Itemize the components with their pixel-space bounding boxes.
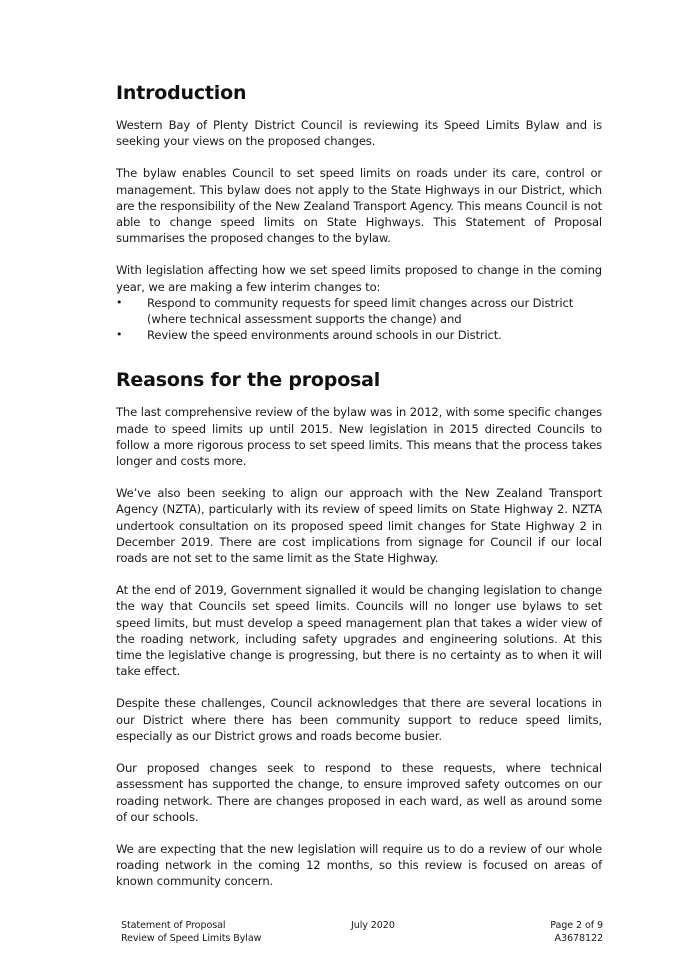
footer-document-title: Review of Speed Limits Bylaw [121, 933, 262, 944]
bullet-icon: • [116, 295, 123, 309]
footer-reference-number: A3678122 [554, 933, 603, 944]
footer-right [550, 919, 603, 945]
footer-date: July 2020 [351, 920, 395, 931]
reasons-paragraph-5: Our proposed changes seek to respond to these requests, where technical assessment has supported the change, to ensure improved safety outcomes on our roading network. There are changes proposed in each ward, as well as around some of our schools. [116, 761, 602, 824]
reasons-paragraph-3: At the end of 2019, Government signalled it would be changing legislation to change the way that Councils set speed limits. Councils will no longer use bylaws to set speed limits, but must develop a speed management plan that takes a wider view of the roading network, including safety upgrades and engineering solutions. At this time the legislative change is progressing, but there is no certainty as to when it will take effect. [116, 583, 602, 679]
intro-paragraph-3: With legislation affecting how we set speed limits proposed to change in the coming year, we are making a few interim changes to: [116, 263, 602, 294]
list-item-text: Review the speed environments around schools in our District. [147, 328, 502, 343]
reasons-paragraph-2: We’ve also been seeking to align our approach with the New Zealand Transport Agency (NZTA), particularly with its review of speed limits on State Highway 2. NZTA undertook consultation on its proposed speed limit changes for State Highway 2 in December 2019. There are cost implications from signage for Council if our local roads are not set to the same limit as the State Highway. [116, 486, 602, 566]
footer-left [121, 919, 261, 945]
bullet-icon: • [116, 328, 123, 342]
reasons-paragraph-4: Despite these challenges, Council acknowledges that there are several locations in our District where there has been community support to reduce speed limits, especially as our District grows and roads become busier. [116, 696, 602, 743]
page-content [116, 82, 602, 906]
intro-paragraph-1: Western Bay of Plenty District Council is reviewing its Speed Limits Bylaw and is seeking your views on the proposed changes. [116, 118, 602, 149]
intro-paragraph-2: The bylaw enables Council to set speed limits on roads under its care, control or management. This bylaw does not apply to the State Highways in our District, which are the responsibility of the New Zealand Transport Agency. This means Council is not able to change speed limits on State Highways. This Statement of Proposal summarises the proposed changes to the bylaw. [116, 166, 602, 246]
list-item [116, 295, 602, 327]
heading-introduction: Introduction [116, 82, 247, 104]
footer-page-number: Page 2 of 9 [550, 920, 603, 931]
reasons-paragraph-6: We are expecting that the new legislation will require us to do a review of our whole roading network in the coming 12 months, so this review is focused on areas of known community concern. [116, 841, 602, 889]
intro-bullet-list [116, 295, 602, 344]
list-item [116, 327, 602, 343]
footer-document-type: Statement of Proposal [121, 920, 226, 931]
heading-reasons: Reasons for the proposal [116, 369, 381, 392]
reasons-paragraph-1: The last comprehensive review of the bylaw was in 2012, with some specific changes made to speed limits up until 2015. New legislation in 2015 directed Councils to follow a more rigorous process to set speed limits. This means that the process takes longer and costs more. [116, 405, 602, 469]
list-item-text: Respond to community requests for speed limit changes across our District (where technical assessment supports the change) and [147, 295, 574, 327]
